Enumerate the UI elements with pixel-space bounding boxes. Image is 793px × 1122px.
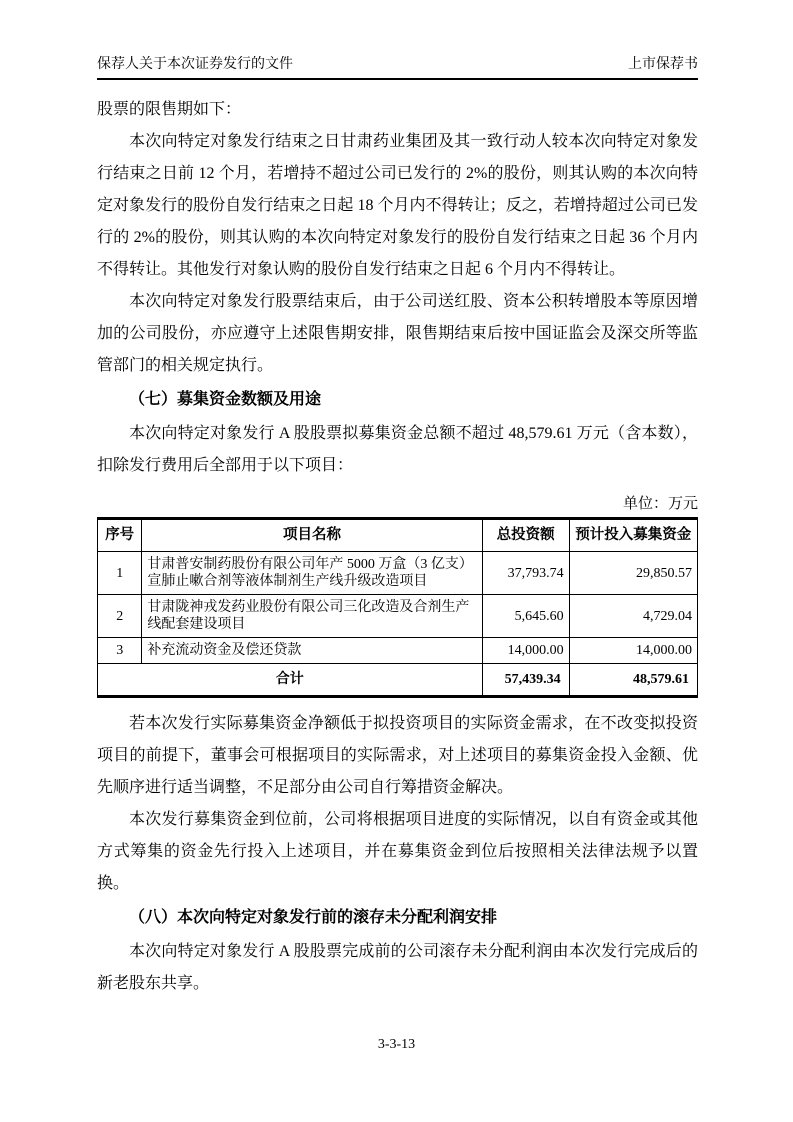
section8-heading: （八）本次向特定对象发行前的滚存未分配利润安排 — [129, 909, 498, 926]
total-label: 合计 — [98, 664, 483, 697]
section7-heading: （七）募集资金数额及用途 — [129, 391, 322, 408]
paragraph-retained-profit: 本次向特定对象发行 A 股股票完成前的公司滚存未分配利润由本次发行完成后的新老股东共享。 — [97, 943, 698, 992]
total-investment-value: 37,793.74 — [482, 552, 569, 595]
column-header-total-investment: 总投资额 — [482, 519, 569, 552]
table-total-row — [98, 664, 698, 697]
raised-funds-value: 14,000.00 — [569, 638, 697, 664]
table-row — [98, 638, 698, 664]
column-header-project-name: 项目名称 — [142, 519, 482, 552]
header-left-title: 保荐人关于本次证券发行的文件 — [97, 57, 293, 72]
column-header-index: 序号 — [98, 519, 142, 552]
raised-funds-value: 29,850.57 — [569, 552, 697, 595]
page-header — [97, 56, 698, 80]
row-index: 2 — [98, 595, 142, 638]
page-number: 3-3-13 — [377, 1037, 416, 1052]
paragraph-advance-funding: 本次发行募集资金到位前，公司将根据项目进度的实际情况，以自有资金或其他方式筹集的资金先行投入上述项目，并在募集资金到位后按照相关法律法规予以置换。 — [97, 811, 698, 892]
paragraph-lockup-terms: 本次向特定对象发行结束之日甘肃药业集团及其一致行动人较本次向特定对象发行结束之日前 12 个月，若增持不超过公司已发行的 2%的股份，则其认购的本次向特定对象发行的股份自发行结束之日起 18 个月内不得转让；反之，若增持超过公司已发行的 2%的股份，则其认购的本次向特定对象发行的股份自发行结束之日起 36 个月内不得转让。其他发行对象认购的股份自发行结束之日起 6 个月内不得转让。 — [97, 133, 698, 278]
column-header-raised-funds: 预计投入募集资金 — [569, 519, 697, 552]
raised-funds-value: 4,729.04 — [569, 595, 697, 638]
table-header-row — [98, 519, 698, 552]
project-name: 补充流动资金及偿还贷款 — [142, 638, 482, 664]
total-investment-value: 5,645.60 — [482, 595, 569, 638]
paragraph-bonus-shares: 本次向特定对象发行股票结束后，由于公司送红股、资本公积转增股本等原因增加的公司股份，亦应遵守上述限售期安排，限售期结束后按中国证监会及深交所等监管部门的相关规定执行。 — [97, 293, 698, 374]
project-name: 甘肃普安制药股份有限公司年产 5000 万盒（3 亿支）宣肺止嗽合剂等液体制剂生产线升级改造项目 — [142, 552, 482, 595]
paragraph-raise-total: 本次向特定对象发行 A 股股票拟募集资金总额不超过 48,579.61 万元（含本数），扣除发行费用后全部用于以下项目： — [97, 425, 698, 474]
row-index: 3 — [98, 638, 142, 664]
raised-funds-sum: 48,579.61 — [569, 664, 697, 697]
paragraph-shortfall: 若本次发行实际募集资金净额低于拟投资项目的实际资金需求，在不改变拟投资项目的前提下，董事会可根据项目的实际需求，对上述项目的募集资金投入金额、优先顺序进行适当调整，不足部分由公司自行筹措资金解决。 — [97, 715, 698, 796]
table-row — [98, 595, 698, 638]
row-index: 1 — [98, 552, 142, 595]
fundraising-projects-table — [97, 517, 698, 698]
table-row — [98, 552, 698, 595]
table-unit-note: 单位：万元 — [622, 496, 698, 512]
document-body — [97, 94, 698, 1000]
header-right-title: 上市保荐书 — [628, 57, 698, 72]
project-name: 甘肃陇神戎发药业股份有限公司三化改造及合剂生产线配套建设项目 — [142, 595, 482, 638]
total-investment-value: 14,000.00 — [482, 638, 569, 664]
paragraph-lockup-intro: 股票的限售期如下： — [97, 101, 242, 118]
total-investment-sum: 57,439.34 — [482, 664, 569, 697]
